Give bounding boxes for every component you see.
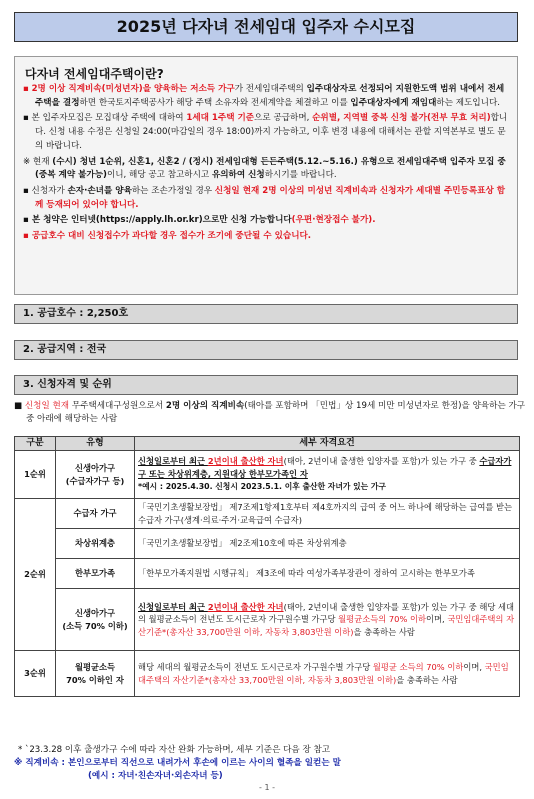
page-number: - 1 - xyxy=(259,783,275,792)
table-row xyxy=(15,589,520,651)
table-row xyxy=(15,529,520,559)
section-supply-region: 2. 공급지역 : 전국 xyxy=(14,340,518,360)
type-cell: 신생아가구 (소득 70% 이하) xyxy=(56,589,135,651)
section-eligibility: 3. 신청자격 및 순위 xyxy=(14,375,518,395)
header-rank: 구분 xyxy=(15,437,56,451)
table-row xyxy=(15,559,520,589)
type-cell: 신생아가구 (수급자가구 등) xyxy=(56,451,135,499)
intro-body xyxy=(23,83,509,246)
descendant-note: ※ 직계비속 : 본인으로부터 직선으로 내려가서 후손에 이르는 사이의 혈족을 일컫는 말 (예시 : 자녀·친손자녀·외손자녀 등) xyxy=(14,758,341,781)
section-supply-count: 1. 공급호수 : 2,250호 xyxy=(14,304,518,324)
type-cell: 월평균소득 70% 이하인 자 xyxy=(56,651,135,697)
detail-cell: 신청일로부터 최근 2년이내 출산한 자녀(태아, 2년이내 출생한 입양자를 포함)가 있는 가구 중 수급자가구 또는 차상위계층, 지원대상 한부모가족인 자 *예시 : 2025.4.30. 신청시 2023.5.1. 이후 출산한 자녀가 있는 가구 xyxy=(135,451,520,499)
intro-item: ※ 현재 (수시) 청년 1순위, 신혼1, 신혼2 / (정시) 전세임대형 든든주택(5.12.~5.16.) 유형으로 전세임대주택 입주자 모집 중(중복 계약 불가능)이니, 해당 공고 참고하시고 유의하여 신청하시기를 바랍니다. xyxy=(23,156,506,181)
detail-cell: 신청일로부터 최근 2년이내 출산한 자녀(태아, 2년이내 출생한 입양자를 포함)가 있는 가구 중 해당 세대의 월평균소득이 전년도 도시근로자 가구원수별 가구당 월평균소득의 70% 이하이며, 국민임대주택의 자산기준*(총자산 33,700만원 이하, 자동차 3,803만원 이하)을 충족하는 사람 xyxy=(135,589,520,651)
detail-cell: 「국민기초생활보장법」 제7조제1항제1호부터 제4호까지의 급여 중 어느 하나에 해당하는 급여를 받는 수급자 가구(생계·의료·주거·교육급여 수급자) xyxy=(135,499,520,529)
table-row xyxy=(15,499,520,529)
intro-item: ▪ 본 입주자모집은 모집대상 주택에 대하여 1세대 1주택 기준으로 공급하며, 순위별, 지역별 중복 신청 불가(전부 무효 처리)합니다. 신청 내용 수정은 신청일 24:00(마감일의 경우 18:00)까지 가능하고, 이후 변경 내용에 대해서는 관할 지역본부로 별도 문의 바랍니다. xyxy=(23,113,508,151)
header-detail: 세부 자격요건 xyxy=(135,437,520,451)
asset-note: * `23.3.28 이후 출생가구 수에 따라 자산 완화 가능하며, 세부 기준은 다음 장 참고 xyxy=(18,745,331,755)
intro-item: ▪ 본 청약은 인터넷(https://apply.lh.or.kr)으로만 신청 가능합니다(우편·현장접수 불가). xyxy=(23,215,376,226)
intro-item: ▪ 2명 이상 직계비속(미성년자)을 양육하는 저소득 가구가 전세임대주택의 입주대상자로 선정되어 지원한도액 범위 내에서 전세 주택을 결정하면 한국토지주택공사가 해당 주택 소유자와 전세계약을 체결하고 이를 입주대상자에게 재임대하는 제도입니다. xyxy=(23,84,505,108)
table-row xyxy=(15,451,520,499)
detail-cell: 「한부모가족지원법 시행규칙」 제3조에 따라 여성가족부장관이 정하여 고시하는 한부모가족 xyxy=(135,559,520,589)
header-type: 유형 xyxy=(56,437,135,451)
rank-cell: 1순위 xyxy=(15,451,56,499)
intro-item: ▪ 신청자가 손자·손녀를 양육하는 조손가정일 경우 신청일 현재 2명 이상의 미성년 직계비속과 신청자가 세대별 주민등록표상 함께 등재되어 있어야 합니다. xyxy=(23,185,506,210)
eligibility-table xyxy=(14,436,520,697)
intro-item: ▪ 공급호수 대비 신청접수가 과다할 경우 접수가 조기에 중단될 수 있습니다. xyxy=(23,231,312,242)
eligibility-text: ■ 신청일 현재 무주택세대구성원으로서 2명 이상의 직계비속(태아를 포함하며 「민법」상 19세 미만 미성년자로 한정)을 양육하는 가구 중 아래에 해당하는 사람 xyxy=(14,401,526,424)
type-cell: 수급자 가구 xyxy=(56,499,135,529)
rank-cell: 3순위 xyxy=(15,651,56,697)
page-title: 2025년 다자녀 전세임대 입주자 수시모집 xyxy=(14,12,518,42)
rank-cell: 2순위 xyxy=(15,499,56,651)
detail-cell: 해당 세대의 월평균소득이 전년도 도시근로자 가구원수별 가구당 월평균 소득의 70% 이하이며, 국민임대주택의 자산기준*(총자산 33,700만원 이하, 자동차 3,803만원 이하)을 충족하는 사람 xyxy=(135,651,520,697)
intro-heading: 다자녀 전세임대주택이란? xyxy=(25,67,164,81)
type-cell: 차상위계층 xyxy=(56,529,135,559)
intro-box xyxy=(14,56,518,295)
type-cell: 한부모가족 xyxy=(56,559,135,589)
table-row xyxy=(15,651,520,697)
detail-cell: 「국민기초생활보장법」 제2조제10호에 따른 차상위계층 xyxy=(135,529,520,559)
